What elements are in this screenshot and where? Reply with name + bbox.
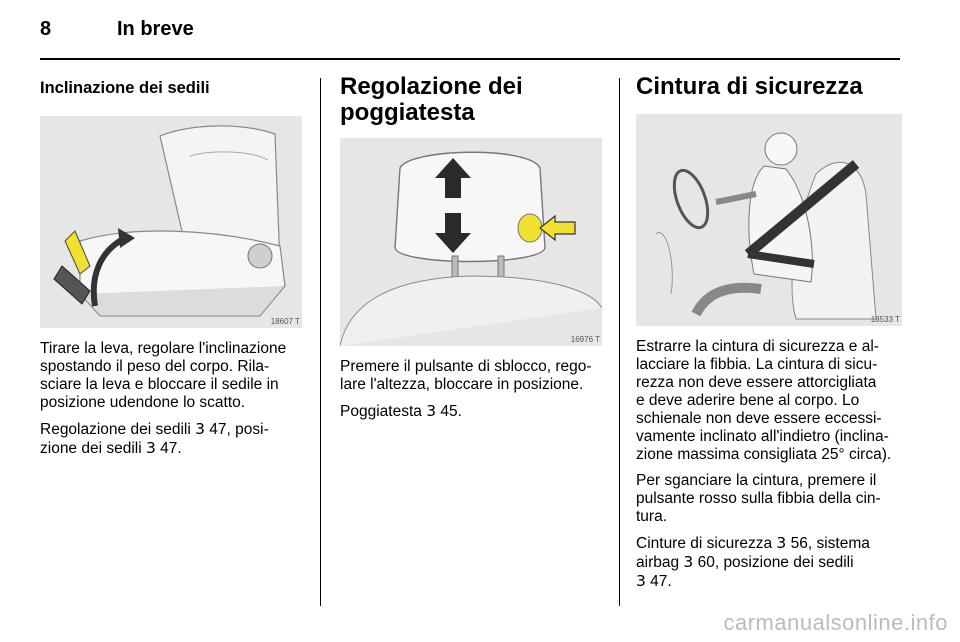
page-ref-icon: 3 [776, 534, 787, 552]
cross-reference-paragraph: Regolazione dei sedili 3 47, posi- zione dei sedili 3 47. [40, 420, 269, 457]
section-headrest [340, 70, 602, 429]
section-title: Cintura di sicurezza [636, 73, 863, 100]
seat-tilt-illustration [40, 116, 302, 328]
chapter-title: In breve [117, 18, 194, 40]
column-divider-2 [619, 78, 620, 606]
figure-code: 18533 T [870, 315, 900, 324]
page-number: 8 [40, 18, 52, 40]
header-rule [40, 58, 900, 60]
figure-code: 18607 T [270, 317, 300, 326]
instruction-paragraph: Estrarre la cintura di sicurezza e al- lacciare la fibbia. La cintura di sicu- rezza non deve essere attorcigliata e deve aderire bene al corpo. Lo schienale non deve essere eccessi- vamente inclinato all'indietro (inclina- zione massima consigliata 25° circa). [636, 338, 892, 463]
page-ref-icon: 3 [636, 572, 646, 590]
headrest-drawing [340, 138, 602, 346]
page-ref-icon: 3 [683, 553, 694, 571]
cross-reference-paragraph: Cinture di sicurezza 3 56, sistema airbag 3 60, posizione dei sedili 3 47. [636, 534, 870, 590]
seat-belt-drawing [636, 114, 902, 326]
seat-belt-illustration [636, 114, 902, 326]
seat-belt-text [636, 338, 902, 591]
instruction-paragraph: Premere il pulsante di sblocco, rego- lare l'altezza, bloccare in posizione. [340, 358, 592, 393]
seat-tilt-text [40, 340, 302, 458]
release-paragraph: Per sganciare la cintura, premere il pulsante rosso sulla fibbia della cin- tura. [636, 472, 881, 525]
figure-code: 16976 T [570, 335, 600, 344]
headrest-illustration [340, 138, 602, 346]
section-seat-tilt [40, 70, 302, 466]
instruction-paragraph: Tirare la leva, regolare l'inclinazione spostando il peso del corpo. Rila- sciare la leva e bloccare il sedile in posizione udendone lo scatto. [40, 340, 287, 411]
page-ref-icon: 3 [426, 402, 437, 420]
section-seat-belt [636, 70, 902, 599]
cross-reference-paragraph: Poggiatesta 3 45. [340, 402, 462, 420]
column-divider-1 [320, 78, 321, 606]
section-title: Inclinazione dei sedili [40, 79, 210, 97]
watermark: carmanualsonline.info [723, 610, 948, 635]
page-ref-icon: 3 [145, 439, 156, 457]
page-ref-icon: 3 [195, 420, 205, 438]
headrest-text [340, 358, 602, 421]
seat-tilt-drawing [40, 116, 302, 328]
section-title: Regolazione dei poggiatesta [340, 73, 523, 126]
